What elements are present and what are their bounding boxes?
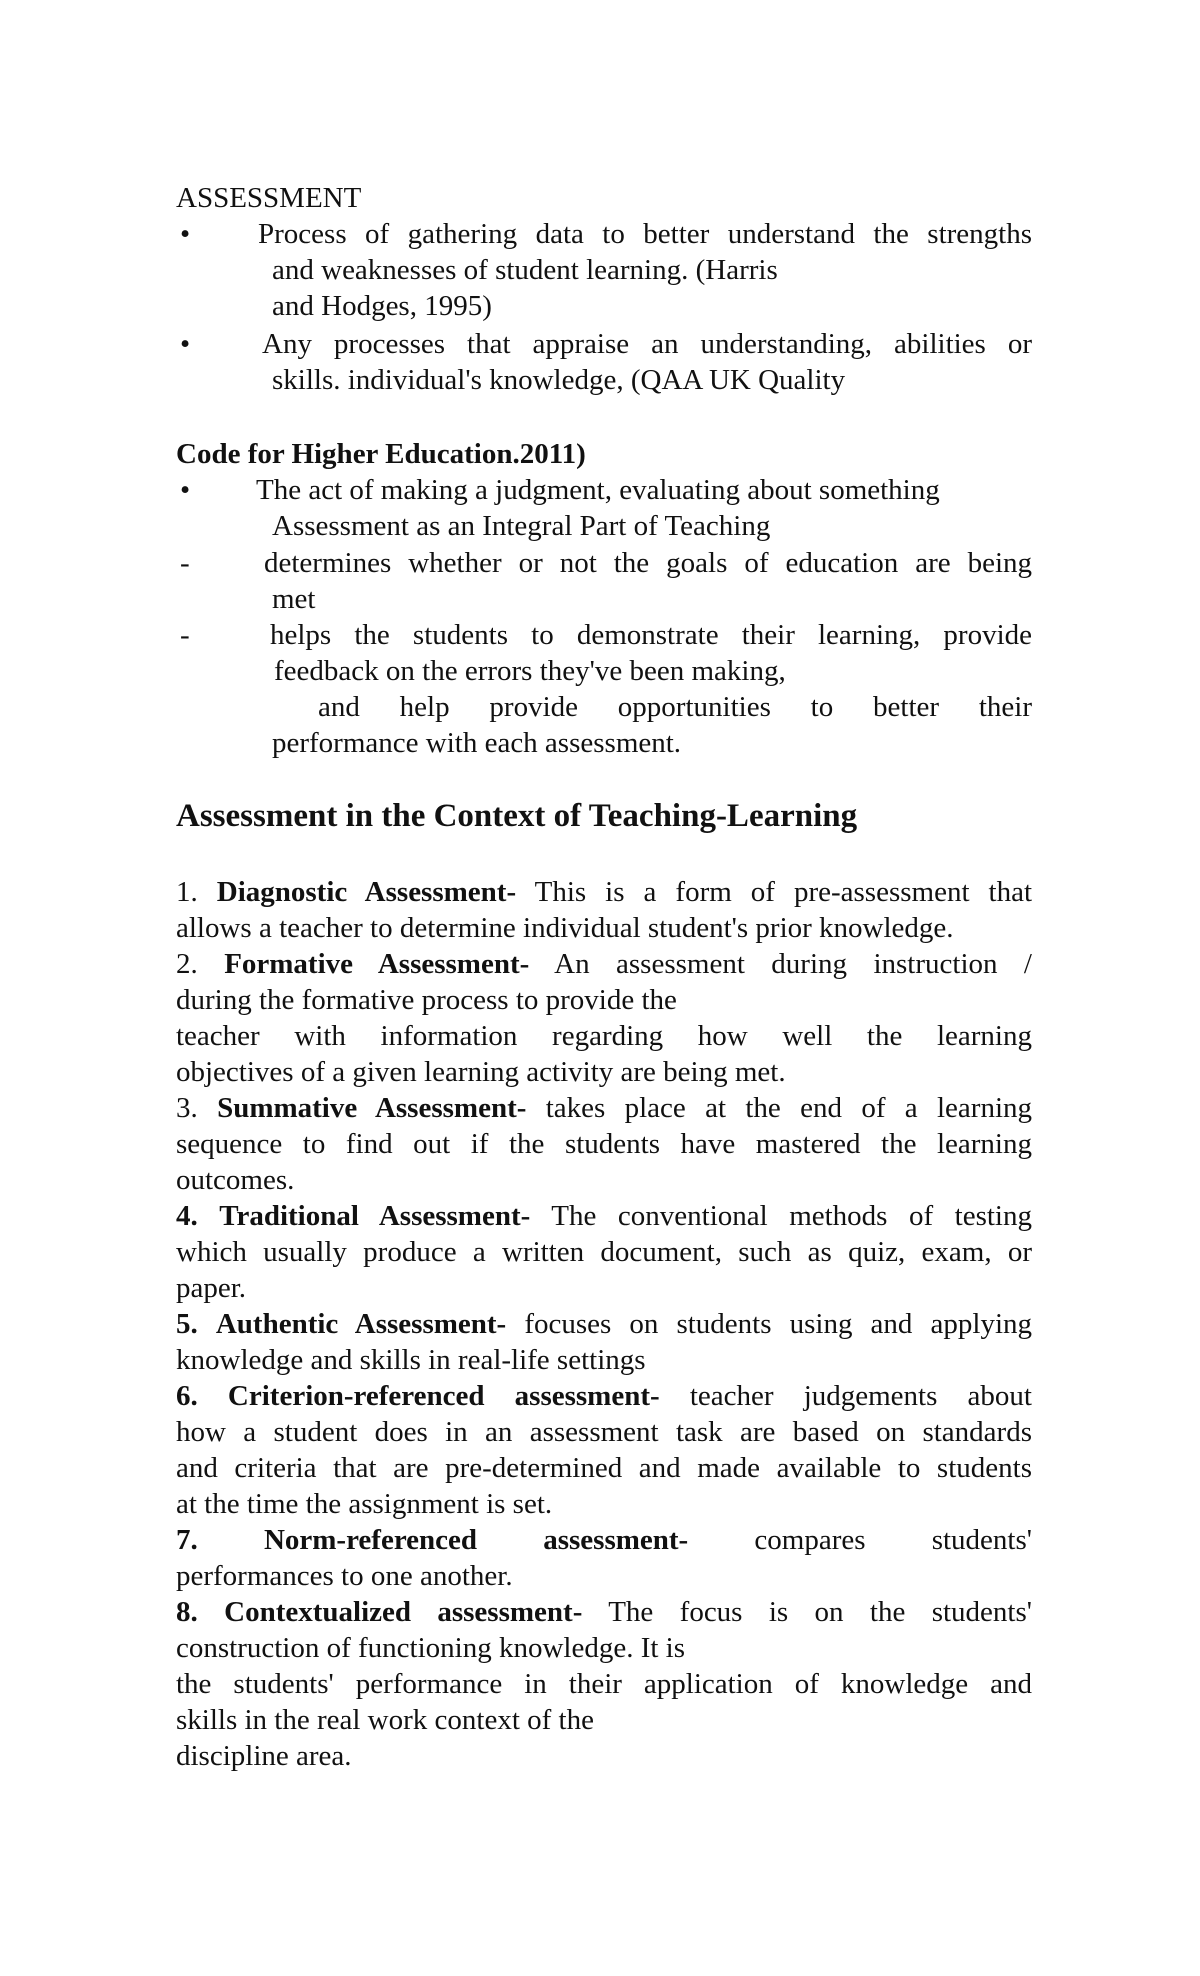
section-title: Assessment in the Context of Teaching-Learning xyxy=(176,798,858,834)
dash-marker: - xyxy=(180,547,190,579)
bullet-line: Assessment as an Integral Part of Teaching xyxy=(272,510,771,542)
item-text: construction of functioning knowledge. It is xyxy=(176,1632,686,1664)
item-text: The focus is on the students' xyxy=(608,1596,1032,1628)
item-text: outcomes. xyxy=(176,1164,295,1196)
item-text: compares students' xyxy=(754,1524,1032,1556)
item-text: teacher judgements about xyxy=(689,1380,1032,1412)
bullet-line: and Hodges, 1995) xyxy=(272,290,492,322)
item-term: Traditional Assessment- xyxy=(219,1200,531,1232)
item-term: Contextualized assessment- xyxy=(224,1596,583,1628)
item-text: sequence to find out if the students have mastered the learning xyxy=(176,1128,1032,1160)
item-term: Formative Assessment- xyxy=(224,948,530,980)
dash-line: determines whether or not the goals of education are being xyxy=(264,547,1032,579)
item-number: 4. xyxy=(176,1200,198,1232)
dash-line: feedback on the errors they've been making, xyxy=(274,655,786,687)
list-item xyxy=(176,874,1032,910)
item-text: and criteria that are pre-determined and made available to students xyxy=(176,1452,1032,1484)
item-text: paper. xyxy=(176,1272,247,1304)
item-text: how a student does in an assessment task are based on standards xyxy=(176,1416,1032,1448)
section-heading: ASSESSMENT xyxy=(176,182,362,214)
item-text: takes place at the end of a learning xyxy=(545,1092,1033,1124)
item-text: discipline area. xyxy=(176,1740,352,1772)
list-item xyxy=(176,1594,1032,1630)
item-term: Summative Assessment- xyxy=(217,1092,527,1124)
item-number: 3. xyxy=(176,1092,198,1124)
dash-line: helps the students to demonstrate their learning, provide xyxy=(270,619,1032,651)
item-number: 7. xyxy=(176,1524,198,1556)
item-text: The conventional methods of testing xyxy=(551,1200,1032,1232)
item-number: 8. xyxy=(176,1596,198,1628)
list-item xyxy=(176,1090,1032,1126)
item-text: during the formative process to provide the xyxy=(176,984,677,1016)
bullet-line: Any processes that appraise an understanding, abilities or xyxy=(262,328,1032,360)
item-text: objectives of a given learning activity are being met. xyxy=(176,1056,786,1088)
item-text: teacher with information regarding how well the learning xyxy=(176,1020,1032,1052)
bold-line: Code for Higher Education.2011) xyxy=(176,438,586,470)
item-number: 2. xyxy=(176,948,198,980)
list-item xyxy=(176,1522,1032,1558)
bullet-marker: • xyxy=(180,474,191,506)
item-text: knowledge and skills in real-life settings xyxy=(176,1344,646,1376)
list-item xyxy=(176,946,1032,982)
bullet-line: Process of gathering data to better understand the strengths xyxy=(258,218,1032,250)
list-item xyxy=(176,1378,1032,1414)
bullet-line: The act of making a judgment, evaluating about something xyxy=(256,474,940,506)
bullet-marker: • xyxy=(180,328,191,360)
bullet-marker: • xyxy=(180,218,191,250)
item-number: 6. xyxy=(176,1380,198,1412)
item-term: Diagnostic Assessment- xyxy=(216,876,517,908)
item-text: skills in the real work context of the xyxy=(176,1704,594,1736)
item-term: Criterion-referenced assessment- xyxy=(227,1380,660,1412)
dash-line: met xyxy=(272,583,316,615)
list-item xyxy=(176,1198,1032,1234)
item-text: the students' performance in their application of knowledge and xyxy=(176,1668,1032,1700)
list-item xyxy=(176,1306,1032,1342)
dash-line: and help provide opportunities to better their xyxy=(318,691,1032,723)
bullet-line: skills. individual's knowledge, (QAA UK Quality xyxy=(272,364,846,396)
dash-marker: - xyxy=(180,619,190,651)
item-text: which usually produce a written document, such as quiz, exam, or xyxy=(176,1236,1032,1268)
item-text: An assessment during instruction / xyxy=(554,948,1032,980)
item-text: This is a form of pre-assessment that xyxy=(534,876,1033,908)
item-text: at the time the assignment is set. xyxy=(176,1488,553,1520)
item-number: 5. xyxy=(176,1308,198,1340)
item-term: Norm-referenced assessment- xyxy=(263,1524,689,1556)
item-text: allows a teacher to determine individual student's prior knowledge. xyxy=(176,912,954,944)
bullet-line: and weaknesses of student learning. (Harris xyxy=(272,254,778,286)
dash-line: performance with each assessment. xyxy=(272,727,682,759)
item-number: 1. xyxy=(176,876,198,908)
item-text: performances to one another. xyxy=(176,1560,513,1592)
item-text: focuses on students using and applying xyxy=(524,1308,1033,1340)
item-term: Authentic Assessment- xyxy=(215,1308,507,1340)
